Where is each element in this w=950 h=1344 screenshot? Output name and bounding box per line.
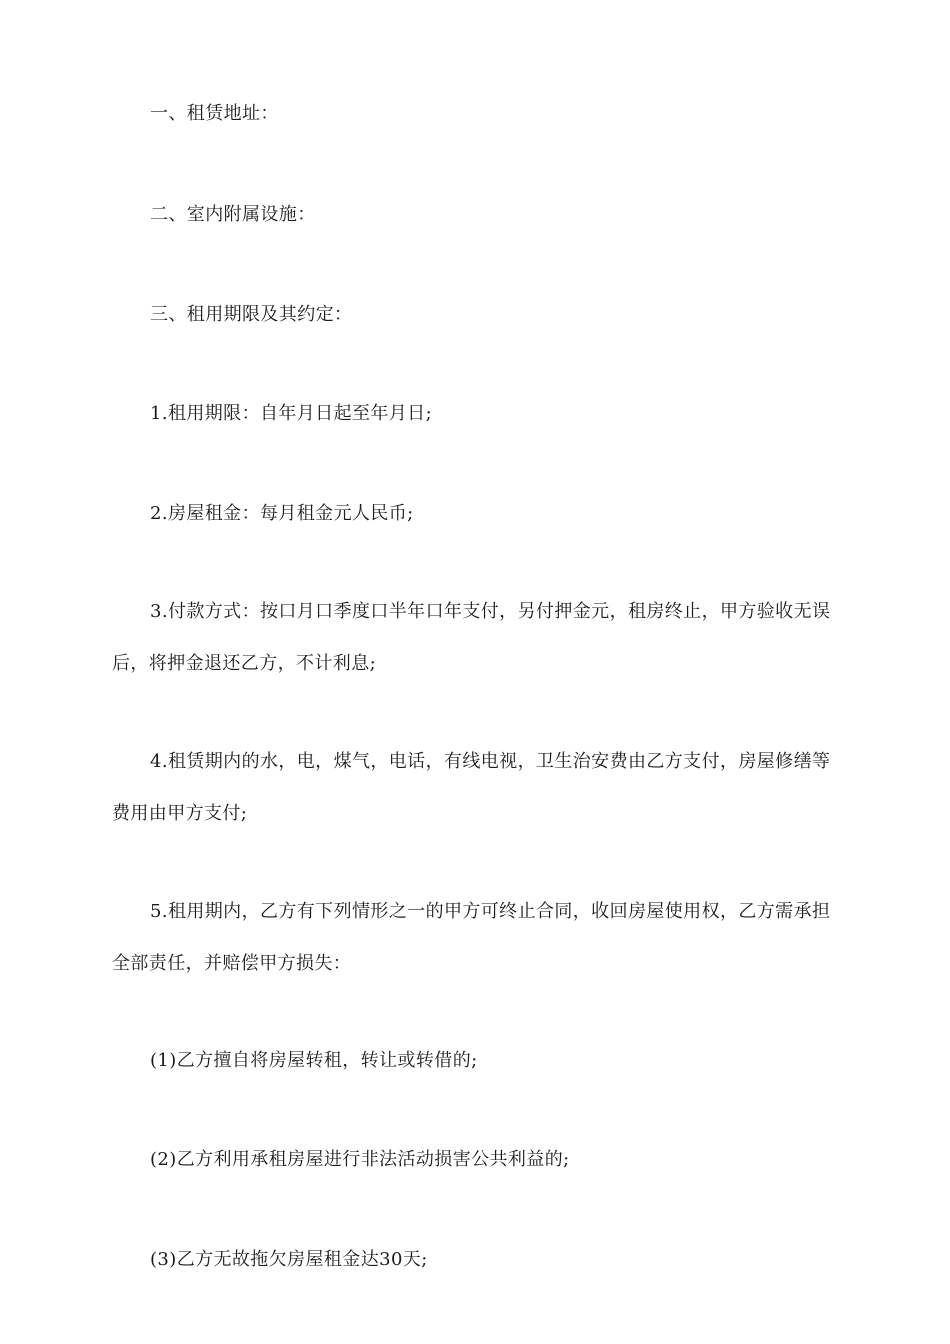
clause-termination-conditions: 5.租用期内，乙方有下列情形之一的甲方可终止合同，收回房屋使用权，乙方需承担全部责任，并赔偿甲方损失： — [112, 901, 831, 974]
clause-rent: 2.房屋租金：每月租金元人民币; — [150, 503, 414, 524]
section-lease-address: 一、租赁地址： — [150, 103, 279, 124]
condition-illegal-activity: (2)乙方利用承租房屋进行非法活动损害公共利益的; — [150, 1149, 570, 1170]
clause-payment-method: 3.付款方式：按口月口季度口半年口年支付，另付押金元，租房终止，甲方验收无误后，将押金退还乙方，不计利息; — [112, 601, 831, 674]
section-lease-term-agreement: 三、租用期限及其约定： — [150, 304, 353, 325]
section-indoor-facilities: 二、室内附属设施： — [150, 204, 316, 225]
clause-utilities-and-fees: 4.租赁期内的水，电，煤气，电话，有线电视，卫生治安费由乙方支付，房屋修缮等费用由甲方支付; — [112, 751, 831, 824]
condition-rent-arrears: (3)乙方无故拖欠房屋租金达30天; — [150, 1249, 428, 1270]
condition-sublease: (1)乙方擅自将房屋转租，转让或转借的; — [150, 1050, 478, 1071]
clause-lease-period: 1.租用期限：自年月日起至年月日; — [150, 403, 433, 424]
